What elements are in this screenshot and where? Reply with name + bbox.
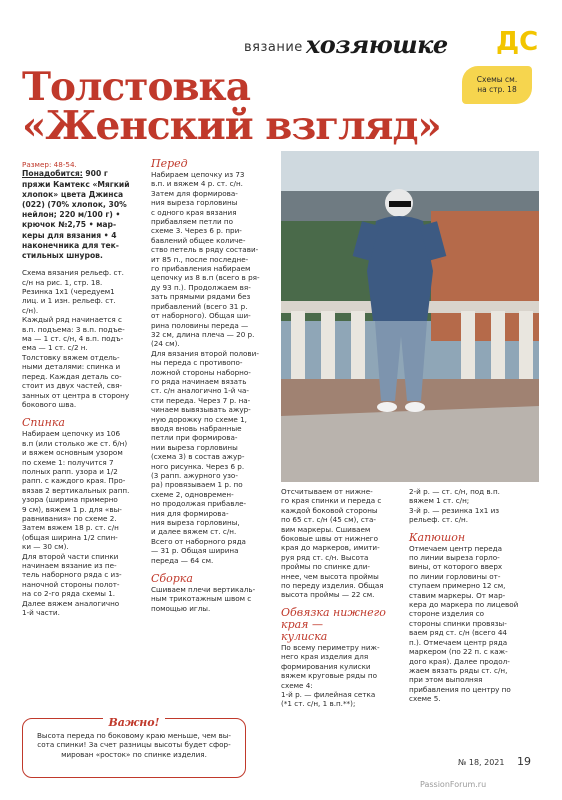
kapyushon-line: ступаем примерно 12 см, xyxy=(409,581,506,591)
col4top-line: рельеф. ст. с/н. xyxy=(409,515,469,525)
pered-line: (24 см). xyxy=(151,339,180,349)
intro-line: Каждый ряд начинается с xyxy=(22,315,122,325)
rubric-label: вязание xyxy=(244,40,303,55)
important-l2: сота спинки! За счет разницы высоты будет сфор- xyxy=(37,740,231,750)
pered-line: ния для формирова- xyxy=(151,508,229,518)
spinka-line: Для второй части спинки xyxy=(22,551,119,561)
pered-line: — 31 р. Общая ширина xyxy=(151,546,239,556)
obvyazka-line: По всему периметру ниж- xyxy=(281,642,380,652)
materials xyxy=(22,169,146,261)
heading-obvyazka-l2: края — xyxy=(281,617,323,631)
materials-l7: керы для вязания • 4 xyxy=(22,230,117,240)
materials-l9: стильных шнуров. xyxy=(22,251,103,261)
col3top-line: Отсчитываем от нижне- xyxy=(281,487,373,496)
column-4 xyxy=(409,487,541,704)
kapyushon-line: ваем ряд ст. с/н (всего 44 xyxy=(409,628,507,638)
important-l1: Высота переда по боковому краю меньше, чем вы- xyxy=(36,731,231,740)
kapyushon-line: при этом выполняя xyxy=(409,675,483,685)
materials-label: Понадобится: xyxy=(22,169,83,179)
sborka-line: помощью иглы. xyxy=(151,603,211,613)
col3top-line: боковые швы от нижнего xyxy=(281,534,378,544)
intro-line: перед. Каждая деталь со- xyxy=(22,371,122,381)
heading-obvyazka xyxy=(281,607,403,643)
obvyazka-line: схеме 4: xyxy=(281,680,313,690)
pered-line: и далее вяжем ст. с/н. xyxy=(151,527,237,537)
col3top-line: проймы по спинке дли- xyxy=(281,562,370,572)
kapyushon-line: кера до маркера по лицевой xyxy=(409,600,519,610)
kapyushon-line: дого края). Далее продол- xyxy=(409,656,510,666)
kapyushon-line: ставим маркеры. От мар- xyxy=(409,590,506,600)
pered-line: схеме 3. Через 6 р. при- xyxy=(151,226,242,236)
spinka-line: полных рапп. узора и 1/2 xyxy=(22,466,118,476)
pered-line: Набираем цепочку из 73 xyxy=(151,170,245,179)
sborka-text xyxy=(151,585,277,613)
obvyazka-line: него края изделия для xyxy=(281,652,369,662)
heading-obvyazka-l1: Обвязка нижнего xyxy=(281,605,386,619)
kapyushon-line: Отмечаем центр переда xyxy=(409,543,502,553)
col4top-line: 3-й р. — резинка 1x1 из xyxy=(409,505,500,515)
col3top-line: края до маркеров, имити- xyxy=(281,543,380,553)
pered-line: чинаем вывязывать ажур- xyxy=(151,405,251,415)
obvyazka-line: 1-й р. — филейная сетка xyxy=(281,689,376,699)
col3-text xyxy=(281,487,403,600)
pered-line: сти переда. Через 7 р. на- xyxy=(151,395,251,405)
kapyushon-line: вины, от которого вверх xyxy=(409,562,503,572)
col3top-line: руя ряд ст. с/н. Высота xyxy=(281,552,369,562)
pered-line: Всего от наборного ряда xyxy=(151,536,246,546)
spinka-line: на со 2-го ряда схемы 1. xyxy=(22,589,116,599)
spinka-line: Набираем цепочку из 106 xyxy=(22,429,121,439)
magazine-logo-ds: ДС xyxy=(496,27,539,57)
pered-line: зать прямыми рядами без xyxy=(151,292,251,302)
pered-text xyxy=(151,170,277,565)
obvyazka-text xyxy=(281,643,403,709)
kapyushon-line: маркером (по 22 п. с каж- xyxy=(409,647,508,657)
obvyazka-line: формирования кулиски xyxy=(281,661,371,671)
intro-line: Резинка 1x1 (чередуем1 xyxy=(22,287,115,297)
pered-line: вводя вновь набранные xyxy=(151,423,242,433)
spinka-line: (общая ширина 1/2 спин- xyxy=(22,532,118,542)
col4top-line: вяжем 1 ст. с/н; xyxy=(409,496,470,506)
pered-line: Затем для формирова- xyxy=(151,188,238,198)
col3top-line: каждой боковой стороны xyxy=(281,505,378,515)
spinka-line: наночной стороны полот- xyxy=(22,579,120,589)
spinka-line: начинаем вязание из пе- xyxy=(22,561,117,571)
spinka-line: Далее вяжем аналогично xyxy=(22,598,120,608)
size-line: Размер: 48-54. xyxy=(22,160,77,169)
kapyushon-line: жаем вязать ряды ст. с/н, xyxy=(409,665,508,675)
intro-text xyxy=(22,268,146,409)
spinka-line: в.п (или столько же ст. б/н) xyxy=(22,438,128,448)
heading-kapyushon: Капюшон xyxy=(409,530,466,544)
important-note-box xyxy=(22,718,246,778)
pered-line: в.п. и вяжем 4 р. ст. с/н. xyxy=(151,179,243,189)
intro-line: бокового шва. xyxy=(22,399,77,409)
kapyushon-line: по линии выреза горло- xyxy=(409,553,500,563)
pered-line: Для вязания второй полови- xyxy=(151,348,259,358)
pered-line: ного рисунка. Через 6 р. xyxy=(151,461,245,471)
kapyushon-line: прибавления по центру по xyxy=(409,684,511,694)
watermark: PassionForum.ru xyxy=(420,780,487,789)
pered-line: цепочку из 8 в.п (всего в ря- xyxy=(151,273,260,283)
spinka-line: и вяжем основным узором xyxy=(22,448,123,458)
spinka-line: Затем вяжем 18 р. ст. с/н xyxy=(22,523,119,533)
pered-line: ду 93 п.). Продолжаем вя- xyxy=(151,282,251,292)
materials-l3: хлопок» цвета Джинса xyxy=(22,189,124,199)
column-3 xyxy=(281,487,403,709)
heading-spinka: Спинка xyxy=(22,416,65,430)
column-2 xyxy=(151,158,277,613)
pered-line: ст. с/н аналогично 1-й ча- xyxy=(151,386,250,396)
materials-l5: нейлон; 220 м/100 г) • xyxy=(22,210,121,220)
intro-line: ма — 1 ст. с/н, 4 в.п. подъ- xyxy=(22,334,124,344)
col3top-line: го края спинки и переда с xyxy=(281,496,382,506)
pered-line: (схема 3) в состав ажур- xyxy=(151,452,245,462)
pered-line: го ряда начинаем вязать xyxy=(151,376,247,386)
spinka-line: рапп. с каждого края. Про- xyxy=(22,476,126,486)
heading-sborka: Сборка xyxy=(151,572,193,586)
pered-line: ния выреза горловины, xyxy=(151,518,240,528)
obvyazka-line: вяжем круговые ряды по xyxy=(281,671,378,681)
intro-line: Толстовку вяжем отдель- xyxy=(22,352,120,362)
intro-line: с/н). xyxy=(22,305,39,315)
pered-line: прибавляем петли по xyxy=(151,217,234,227)
intro-line: Схема вязания рельеф. ст. xyxy=(22,268,124,278)
spinka-line: ки — 30 см). xyxy=(22,542,69,552)
kapyushon-line: стороне изделия со xyxy=(409,609,485,619)
sborka-line: Сшиваем плечи вертикаль- xyxy=(151,585,256,595)
title-line-1: Толстовка xyxy=(22,64,250,110)
col3top-line: по переду изделия. Общая xyxy=(281,581,384,591)
sborka-line: ным трикотажным швом с xyxy=(151,594,252,604)
intro-line: ема — 1 ст. с/2 н. xyxy=(22,343,88,353)
spinka-text xyxy=(22,429,146,617)
pered-line: ложной стороны наборно- xyxy=(151,367,251,377)
intro-line: стоит из двух частей, свя- xyxy=(22,381,123,391)
column-1 xyxy=(22,160,146,617)
intro-line: ными деталями: спинка и xyxy=(22,362,121,372)
pered-line: но продолжая прибавле- xyxy=(151,499,247,509)
spinka-line: 1-й части. xyxy=(22,608,60,618)
spinka-line: узора (ширина примерно xyxy=(22,495,118,505)
heading-pered: Перед xyxy=(151,157,188,170)
materials-l2: пряжи Камтекс «Мягкий xyxy=(22,179,130,189)
kapyushon-text xyxy=(409,544,541,704)
kapyushon-line: стороны спинки провязы- xyxy=(409,618,507,628)
pered-line: схеме 2, одновремен- xyxy=(151,489,234,499)
col3top-line: высота проймы — 22 см. xyxy=(281,590,375,600)
pered-line: с одного края вязания xyxy=(151,207,237,217)
pered-line: рина половины переда — xyxy=(151,320,249,330)
col3top-line: ннее, чем высота проймы xyxy=(281,571,379,581)
model-photo xyxy=(281,151,539,482)
pered-line: ит 85 п., после последне- xyxy=(151,254,249,264)
pered-line: (3 рапп. ажурного узо- xyxy=(151,471,238,480)
pered-line: 32 см, длина плеча — 20 р. xyxy=(151,329,255,339)
spinka-line: по схеме 1: получится 7 xyxy=(22,457,114,467)
kapyushon-line: по линии горловины от- xyxy=(409,571,501,581)
important-title: Важно! xyxy=(103,716,166,729)
col3top-line: по 65 ст. с/н (45 см), ста- xyxy=(281,515,376,525)
important-title-wrap xyxy=(23,711,245,730)
kapyushon-line: схеме 5. xyxy=(409,694,441,704)
pered-line: ство петель в ряду состави- xyxy=(151,245,259,255)
col4-text xyxy=(409,487,541,525)
issue-number: № 18, 2021 xyxy=(458,758,505,767)
pered-line: ны переда с противопо- xyxy=(151,358,243,368)
intro-line: с/н на рис. 1, стр. 18. xyxy=(22,277,103,287)
col3top-line: вим маркеры. Сшиваем xyxy=(281,524,371,534)
important-l3: мирован «росток» по спинке изделия. xyxy=(61,749,207,759)
col4top-line: 2-й р. — ст. с/н, под в.п. xyxy=(409,487,500,496)
pered-line: прибавлений (всего 31 р. xyxy=(151,301,248,311)
page-number: 19 xyxy=(517,755,531,768)
magazine-logo: хозяюшке xyxy=(306,30,448,59)
obvyazka-line: (*1 ст. с/н, 1 в.п.**); xyxy=(281,699,356,709)
title-line-2: «Женский взгляд» xyxy=(22,103,441,149)
pered-line: бавлений общее количе- xyxy=(151,235,246,245)
pered-line: ную дорожку по схеме 1, xyxy=(151,414,247,424)
spinka-line: 9 см), вяжем 1 р. для «вы- xyxy=(22,504,122,514)
pered-line: от наборного). Общая ши- xyxy=(151,311,251,321)
intro-line: в.п. подъема: 3 в.п. подъе- xyxy=(22,324,125,334)
intro-line: лиц. и 1 изн. рельеф. ст. xyxy=(22,296,116,306)
pered-line: ра) провязываем 1 р. по xyxy=(151,480,243,490)
pered-line: ния выреза горловины xyxy=(151,198,238,208)
kapyushon-line: п.). Отмечаем центр ряда xyxy=(409,637,508,647)
article-title xyxy=(22,64,441,149)
materials-l1: 900 г xyxy=(82,169,108,179)
pered-line: переда — 64 см. xyxy=(151,555,214,565)
badge-line-2: на стр. 18 xyxy=(477,85,517,94)
pered-line: петли при формирова- xyxy=(151,433,238,443)
spinka-line: тель наборного ряда с из- xyxy=(22,570,122,580)
materials-l8: наконечника для тек- xyxy=(22,240,119,250)
materials-l6: крючок №2,75 • мар- xyxy=(22,220,117,230)
spinka-line: равнивания» по схеме 2. xyxy=(22,513,117,523)
pered-line: го прибавления набираем xyxy=(151,264,251,274)
heading-obvyazka-l3: кулиска xyxy=(281,629,328,643)
pered-line: нии выреза горловины xyxy=(151,442,238,452)
schema-reference-badge xyxy=(462,66,532,104)
badge-line-1: Схемы см. xyxy=(476,75,518,84)
spinka-line: вязав 2 вертикальных рапп. xyxy=(22,485,130,495)
intro-line: занных от центра в сторону xyxy=(22,390,130,400)
materials-l4: (022) (70% хлопок, 30% xyxy=(22,200,127,210)
